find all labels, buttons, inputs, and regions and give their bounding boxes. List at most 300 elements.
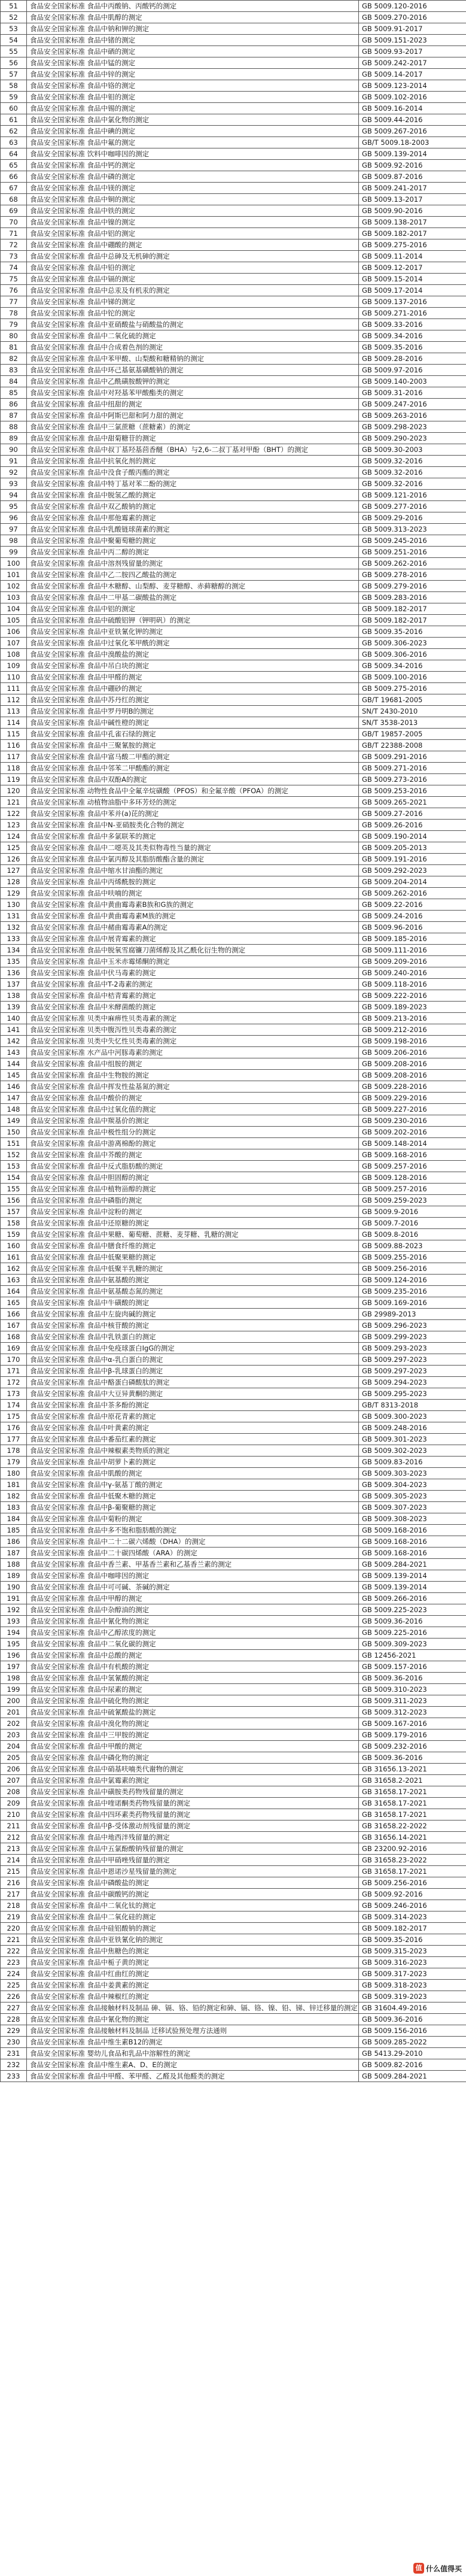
standard-code: GB 5009.96-2016 <box>359 922 466 933</box>
table-row <box>1 808 466 820</box>
table-row <box>1 103 466 114</box>
table-row <box>1 831 466 842</box>
standard-code: GB 5009.230-2016 <box>359 1115 466 1127</box>
standard-code: GB 5009.273-2016 <box>359 774 466 785</box>
standard-title: 食品安全国家标准 食品中丙酸钠、丙酸钙的测定 <box>27 1 359 12</box>
row-number: 152 <box>1 1149 27 1161</box>
standard-code: GB 31658.2-2021 <box>359 1775 466 1786</box>
standard-code: GB 5009.151-2023 <box>359 35 466 46</box>
standard-title: 食品安全国家标准 食品中亚铁氰化钾的测定 <box>27 626 359 638</box>
table-row <box>1 285 466 296</box>
row-number: 106 <box>1 626 27 638</box>
row-number: 144 <box>1 1058 27 1070</box>
standard-code: GB 5009.179-2016 <box>359 1730 466 1741</box>
standard-title: 食品安全国家标准 食品中大豆异黄酮的测定 <box>27 1388 359 1400</box>
standard-title: 食品安全国家标准 食品中硒的测定 <box>27 46 359 57</box>
standard-title: 食品安全国家标准 食品中三甲胺的测定 <box>27 1730 359 1741</box>
table-row <box>1 1434 466 1445</box>
standard-title: 食品安全国家标准 食品中钠和钾的测定 <box>27 23 359 35</box>
standard-title: 食品安全国家标准 食品中甲硝唑残留量的测定 <box>27 1855 359 1866</box>
standard-code: GB 5009.100-2016 <box>359 672 466 683</box>
table-row <box>1 23 466 35</box>
standard-code: GB/T 8313-2018 <box>359 1400 466 1411</box>
standard-code: GB 31658.17-2021 <box>359 1786 466 1798</box>
standard-code: GB 5009.202-2016 <box>359 1127 466 1138</box>
standard-title: 食品安全国家标准 食品接触材料及制品 迁移试验预处理方法通则 <box>27 2025 359 2037</box>
standard-title: 食品安全国家标准 食品中黄曲霉毒素B族和G族的测定 <box>27 899 359 911</box>
table-row <box>1 2071 466 2082</box>
table-row <box>1 114 466 126</box>
standard-title: 食品安全国家标准 食品中铊的测定 <box>27 308 359 319</box>
standard-code: GB 5009.137-2016 <box>359 296 466 308</box>
standard-title: 食品安全国家标准 食品中双乙酸钠的测定 <box>27 501 359 512</box>
row-number: 142 <box>1 1036 27 1047</box>
standard-code: GB 5009.307-2023 <box>359 1502 466 1513</box>
standard-code: GB 31658.17-2021 <box>359 1866 466 1877</box>
standard-code: GB 5009.279-2016 <box>359 581 466 592</box>
table-row <box>1 1 466 12</box>
standard-code: GB 12456-2021 <box>359 1650 466 1661</box>
row-number: 138 <box>1 990 27 1002</box>
standard-code: GB 5009.208-2016 <box>359 1058 466 1070</box>
row-number: 167 <box>1 1320 27 1331</box>
standard-title: 食品安全国家标准 食品中酪蛋白磷酸肽的测定 <box>27 1377 359 1388</box>
standard-code: GB 5009.310-2023 <box>359 1684 466 1695</box>
standard-title: 食品安全国家标准 食品中左旋肉碱的测定 <box>27 1309 359 1320</box>
row-number: 151 <box>1 1138 27 1149</box>
row-number: 229 <box>1 2025 27 2037</box>
row-number: 131 <box>1 911 27 922</box>
standard-title: 食品安全国家标准 食品中锡的测定 <box>27 103 359 114</box>
table-row <box>1 740 466 751</box>
standard-code: GB 5009.123-2014 <box>359 80 466 92</box>
standard-code: GB 5009.27-2016 <box>359 808 466 820</box>
standard-title: 食品安全国家标准 婴幼儿食品和乳品中溶解性的测定 <box>27 2048 359 2059</box>
standard-code: GB 5009.277-2016 <box>359 501 466 512</box>
row-number: 137 <box>1 979 27 990</box>
table-row <box>1 1809 466 1821</box>
table-row <box>1 308 466 319</box>
row-number: 158 <box>1 1218 27 1229</box>
standard-title: 食品安全国家标准 食品中氰化物的测定 <box>27 1616 359 1627</box>
standard-code: GB 5009.225-2016 <box>359 1627 466 1639</box>
row-number: 171 <box>1 1366 27 1377</box>
row-number: 178 <box>1 1445 27 1457</box>
standard-title: 食品安全国家标准 食品中β-乳球蛋白的测定 <box>27 1366 359 1377</box>
standard-title: 食品安全国家标准 食品中四环素类药物残留量的测定 <box>27 1809 359 1821</box>
table-row <box>1 1081 466 1093</box>
table-row <box>1 183 466 194</box>
table-row <box>1 1024 466 1036</box>
row-number: 221 <box>1 1934 27 1946</box>
row-number: 207 <box>1 1775 27 1786</box>
standard-code: GB 5009.253-2016 <box>359 785 466 797</box>
standard-title: 食品安全国家标准 食品中过氧化苯甲酰的测定 <box>27 638 359 649</box>
row-number: 93 <box>1 478 27 490</box>
standard-title: 食品安全国家标准 食品中脱氧雪腐镰刀菌烯醇及其乙酰化衍生物的测定 <box>27 945 359 956</box>
row-number: 182 <box>1 1491 27 1502</box>
table-row <box>1 1047 466 1058</box>
standard-code: GB 5009.139-2014 <box>359 1570 466 1582</box>
standard-code: GB 5009.240-2016 <box>359 967 466 979</box>
row-number: 180 <box>1 1468 27 1479</box>
table-row <box>1 1525 466 1536</box>
table-row <box>1 1866 466 1877</box>
table-row <box>1 1263 466 1275</box>
row-number: 122 <box>1 808 27 820</box>
standard-code: GB 5009.205-2013 <box>359 842 466 854</box>
row-number: 90 <box>1 444 27 456</box>
row-number: 191 <box>1 1593 27 1604</box>
standard-code: GB/T 19857-2005 <box>359 729 466 740</box>
standard-code: GB 5009.270-2016 <box>359 12 466 23</box>
table-row <box>1 1673 466 1684</box>
row-number: 117 <box>1 751 27 763</box>
row-number: 181 <box>1 1479 27 1491</box>
table-row <box>1 251 466 262</box>
standard-title: 食品安全国家标准 食品中乙酰磺胺酸钾的测定 <box>27 376 359 387</box>
row-number: 132 <box>1 922 27 933</box>
standard-title: 食品安全国家标准 食品中那他霉素的测定 <box>27 512 359 524</box>
standard-code: GB 5009.311-2023 <box>359 1695 466 1707</box>
row-number: 197 <box>1 1661 27 1673</box>
standard-title: 食品安全国家标准 食品中碘的测定 <box>27 126 359 137</box>
row-number: 92 <box>1 467 27 478</box>
row-number: 217 <box>1 1889 27 1900</box>
table-row <box>1 1240 466 1252</box>
standard-title: 食品安全国家标准 食品中氨基酸的测定 <box>27 1275 359 1286</box>
standard-title: 食品安全国家标准 食品中甲酸的测定 <box>27 1741 359 1752</box>
standard-code: GB 5009.182-2017 <box>359 228 466 239</box>
row-number: 215 <box>1 1866 27 1877</box>
row-number: 105 <box>1 615 27 626</box>
table-row <box>1 1468 466 1479</box>
standard-title: 食品安全国家标准 食品中缩水甘油酯的测定 <box>27 865 359 876</box>
table-row <box>1 376 466 387</box>
row-number: 115 <box>1 729 27 740</box>
standard-title: 食品安全国家标准 食品中二十碳四烯酸（ARA）的测定 <box>27 1548 359 1559</box>
standard-title: 食品安全国家标准 食品中丙二醇的测定 <box>27 547 359 558</box>
standard-title: 食品安全国家标准 食品中酸价的测定 <box>27 1093 359 1104</box>
row-number: 175 <box>1 1411 27 1422</box>
standard-title: 食品安全国家标准 食品中多不饱和脂肪酸的测定 <box>27 1525 359 1536</box>
row-number: 136 <box>1 967 27 979</box>
table-row <box>1 2059 466 2071</box>
table-row <box>1 1206 466 1218</box>
row-number: 130 <box>1 899 27 911</box>
standard-code: GB 5009.32-2016 <box>359 478 466 490</box>
standard-title: 食品安全国家标准 食品中磷脂的测定 <box>27 1195 359 1206</box>
table-row <box>1 342 466 353</box>
row-number: 157 <box>1 1206 27 1218</box>
table-row <box>1 1422 466 1434</box>
standard-code: GB 5009.262-2016 <box>359 558 466 569</box>
table-row <box>1 535 466 547</box>
standard-title: 食品安全国家标准 食品中三聚氰胺的测定 <box>27 740 359 751</box>
table-row <box>1 1070 466 1081</box>
table-row <box>1 1570 466 1582</box>
standard-code: GB 5009.297-2023 <box>359 1354 466 1366</box>
standard-title: 食品安全国家标准 食品中总汞及有机汞的测定 <box>27 285 359 296</box>
table-row <box>1 1832 466 1843</box>
table-row <box>1 649 466 660</box>
table-row <box>1 365 466 376</box>
table-row <box>1 1058 466 1070</box>
row-number: 118 <box>1 763 27 774</box>
standard-code: GB 5009.257-2016 <box>359 1184 466 1195</box>
standard-code: GB 5009.16-2014 <box>359 103 466 114</box>
table-row <box>1 763 466 774</box>
standard-title: 食品安全国家标准 食品中γ-氨基丁酸的测定 <box>27 1479 359 1491</box>
table-row <box>1 1104 466 1115</box>
standard-title: 食品安全国家标准 食品中极性组分的测定 <box>27 1127 359 1138</box>
row-number: 216 <box>1 1877 27 1889</box>
standard-title: 食品安全国家标准 食品中肌酸的测定 <box>27 1468 359 1479</box>
standard-title: 食品安全国家标准 食品中杂醇油的测定 <box>27 1604 359 1616</box>
row-number: 196 <box>1 1650 27 1661</box>
row-number: 199 <box>1 1684 27 1695</box>
row-number: 143 <box>1 1047 27 1058</box>
row-number: 177 <box>1 1434 27 1445</box>
table-row <box>1 1889 466 1900</box>
table-row <box>1 1354 466 1366</box>
standard-title: 食品安全国家标准 食品中总酸的测定 <box>27 1650 359 1661</box>
standard-code: GB 5009.313-2023 <box>359 524 466 535</box>
standard-code: GB 5009.139-2014 <box>359 1582 466 1593</box>
standard-title: 食品安全国家标准 饮料中咖啡因的测定 <box>27 148 359 160</box>
row-number: 85 <box>1 387 27 399</box>
standard-code: GB 5009.314-2023 <box>359 1911 466 1923</box>
standard-title: 食品安全国家标准 食品中锗的测定 <box>27 35 359 46</box>
standard-title: 食品安全国家标准 食品中锰的测定 <box>27 57 359 69</box>
table-row <box>1 1980 466 1991</box>
table-row <box>1 1161 466 1172</box>
row-number: 139 <box>1 1002 27 1013</box>
standard-code: GB 5009.275-2016 <box>359 683 466 694</box>
standard-title: 食品安全国家标准 食品中喹诺酮类药物残留量的测定 <box>27 1798 359 1809</box>
row-number: 192 <box>1 1604 27 1616</box>
table-row <box>1 990 466 1002</box>
table-row <box>1 2002 466 2014</box>
standard-title: 食品安全国家标准 食品中双酚A的测定 <box>27 774 359 785</box>
row-number: 156 <box>1 1195 27 1206</box>
standard-title: 食品安全国家标准 食品中伏马毒素的测定 <box>27 967 359 979</box>
standard-code: GB 5009.17-2014 <box>359 285 466 296</box>
standard-title: 食品安全国家标准 食品中α-乳白蛋白的测定 <box>27 1354 359 1366</box>
table-row <box>1 672 466 683</box>
table-row <box>1 1661 466 1673</box>
row-number: 222 <box>1 1946 27 1957</box>
standard-title: 食品安全国家标准 食品中焦糖色的测定 <box>27 1946 359 1957</box>
row-number: 67 <box>1 183 27 194</box>
row-number: 146 <box>1 1081 27 1093</box>
row-number: 97 <box>1 524 27 535</box>
row-number: 184 <box>1 1513 27 1525</box>
table-row <box>1 785 466 797</box>
row-number: 168 <box>1 1331 27 1343</box>
standard-code: GB 5009.36-2016 <box>359 1673 466 1684</box>
standard-title: 食品安全国家标准 食品中茶多酚的测定 <box>27 1400 359 1411</box>
table-row <box>1 1957 466 1968</box>
row-number: 109 <box>1 660 27 672</box>
standard-code: GB 5009.241-2017 <box>359 183 466 194</box>
standard-title: 食品安全国家标准 动物性食品中全氟辛烷磺酸（PFOS）和全氟辛酸（PFOA）的测定 <box>27 785 359 797</box>
row-number: 113 <box>1 706 27 717</box>
row-number: 225 <box>1 1980 27 1991</box>
watermark-mark: 值 <box>413 2563 424 2574</box>
standard-code: GB 31656.13-2021 <box>359 1764 466 1775</box>
standard-code: GB 5009.317-2023 <box>359 1968 466 1980</box>
row-number: 163 <box>1 1275 27 1286</box>
standard-title: 食品安全国家标准 食品中羰基价的测定 <box>27 1115 359 1127</box>
row-number: 71 <box>1 228 27 239</box>
standard-title: 食品安全国家标准 食品中阿斯巴甜和阿力甜的测定 <box>27 410 359 421</box>
standard-title: 食品安全国家标准 食品中抗氧化剂的测定 <box>27 456 359 467</box>
table-row <box>1 1479 466 1491</box>
standard-code: GB 5009.138-2017 <box>359 217 466 228</box>
table-row <box>1 774 466 785</box>
table-row <box>1 1127 466 1138</box>
standard-code: GB/T 19681-2005 <box>359 694 466 706</box>
table-row <box>1 433 466 444</box>
table-row <box>1 1286 466 1297</box>
standard-title: 食品安全国家标准 食品中硝基呋喃类代谢物的测定 <box>27 1764 359 1775</box>
table-row <box>1 490 466 501</box>
table-row <box>1 387 466 399</box>
table-row <box>1 1297 466 1309</box>
standard-title: 食品安全国家标准 食品中乙二胺四乙酸盐的测定 <box>27 569 359 581</box>
table-row <box>1 1582 466 1593</box>
standard-code: GB 5009.290-2023 <box>359 433 466 444</box>
standard-title: 食品安全国家标准 食品中纽甜的测定 <box>27 399 359 410</box>
standard-title: 食品安全国家标准 食品中N-亚硝胺类化合物的测定 <box>27 820 359 831</box>
row-number: 159 <box>1 1229 27 1240</box>
row-number: 121 <box>1 797 27 808</box>
standard-code: GB 5009.306-2016 <box>359 649 466 660</box>
row-number: 119 <box>1 774 27 785</box>
standard-title: 食品安全国家标准 食品中低聚半乳糖的测定 <box>27 1263 359 1275</box>
table-row <box>1 1650 466 1661</box>
standard-title: 食品安全国家标准 食品中氯丙醇及其脂肪酸酯含量的测定 <box>27 854 359 865</box>
standard-code: GB 5009.295-2023 <box>359 1388 466 1400</box>
row-number: 213 <box>1 1843 27 1855</box>
standard-code: GB 5009.242-2017 <box>359 57 466 69</box>
standard-code: GB 5009.12-2017 <box>359 262 466 274</box>
standard-title: 食品安全国家标准 食品中硼砂的测定 <box>27 683 359 694</box>
standard-code: GB 31658.23-2022 <box>359 1855 466 1866</box>
table-row <box>1 1786 466 1798</box>
row-number: 87 <box>1 410 27 421</box>
table-row <box>1 80 466 92</box>
row-number: 129 <box>1 888 27 899</box>
table-row <box>1 1445 466 1457</box>
row-number: 120 <box>1 785 27 797</box>
table-row <box>1 148 466 160</box>
row-number: 84 <box>1 376 27 387</box>
table-row <box>1 1877 466 1889</box>
table-row <box>1 1002 466 1013</box>
standard-title: 食品安全国家标准 食品中原花青素的测定 <box>27 1411 359 1422</box>
row-number: 52 <box>1 12 27 23</box>
table-row <box>1 2014 466 2025</box>
standard-code: GB 5009.235-2016 <box>359 1286 466 1297</box>
table-row <box>1 1491 466 1502</box>
table-row <box>1 296 466 308</box>
row-number: 208 <box>1 1786 27 1798</box>
standard-title: 食品安全国家标准 食品中五氯酚酸钠残留量的测定 <box>27 1843 359 1855</box>
table-row <box>1 660 466 672</box>
standard-title: 食品安全国家标准 食品中玉米赤霉烯酮的测定 <box>27 956 359 967</box>
standard-title: 食品安全国家标准 食品中赭曲霉毒素A的测定 <box>27 922 359 933</box>
table-row <box>1 1388 466 1400</box>
row-number: 201 <box>1 1707 27 1718</box>
standard-code: GB 5009.266-2016 <box>359 1593 466 1604</box>
standard-code: GB 5009.316-2023 <box>359 1957 466 1968</box>
table-row <box>1 1684 466 1695</box>
standard-title: 食品安全国家标准 食品中桔青霉素的测定 <box>27 990 359 1002</box>
standard-title: 食品安全国家标准 食品中氨基酸态氮的测定 <box>27 1286 359 1297</box>
row-number: 195 <box>1 1639 27 1650</box>
row-number: 73 <box>1 251 27 262</box>
standard-code: GB 5009.267-2016 <box>359 126 466 137</box>
table-row <box>1 456 466 467</box>
standard-code: GB 5009.229-2016 <box>359 1093 466 1104</box>
standard-title: 食品安全国家标准 食品中核苷酸的测定 <box>27 1320 359 1331</box>
standard-code: GB 5009.189-2023 <box>359 1002 466 1013</box>
standard-title: 食品安全国家标准 食品中β-葡聚糖的测定 <box>27 1502 359 1513</box>
table-row <box>1 911 466 922</box>
standard-title: 食品安全国家标准 食品中锑的测定 <box>27 296 359 308</box>
table-row <box>1 1707 466 1718</box>
standard-code: GB 5009.190-2014 <box>359 831 466 842</box>
standard-title: 食品安全国家标准 食品中多氯联苯的测定 <box>27 831 359 842</box>
table-row <box>1 171 466 183</box>
standard-code: GB 29989-2013 <box>359 1309 466 1320</box>
standard-title: 食品安全国家标准 食品中过氧化值的测定 <box>27 1104 359 1115</box>
table-row <box>1 46 466 57</box>
row-number: 60 <box>1 103 27 114</box>
row-number: 54 <box>1 35 27 46</box>
table-row <box>1 1331 466 1343</box>
standard-title: 食品安全国家标准 食品中甲醛、苯甲醛、乙醛及其他醛类的测定 <box>27 2071 359 2082</box>
standard-code: GB 5009.168-2016 <box>359 1548 466 1559</box>
table-row <box>1 1968 466 1980</box>
standard-title: 食品安全国家标准 食品中β-受体激动剂残留量的测定 <box>27 1821 359 1832</box>
standard-code: GB 5009.318-2023 <box>359 1980 466 1991</box>
standard-title: 食品安全国家标准 食品中甜菊糖苷的测定 <box>27 433 359 444</box>
row-number: 218 <box>1 1900 27 1911</box>
row-number: 160 <box>1 1240 27 1252</box>
standard-title: 食品安全国家标准 食品中牛磺酸的测定 <box>27 1297 359 1309</box>
row-number: 145 <box>1 1070 27 1081</box>
table-row <box>1 194 466 205</box>
standard-title: 食品安全国家标准 食品中二氧化硫的测定 <box>27 330 359 342</box>
standard-code: GB 5009.29-2016 <box>359 512 466 524</box>
table-row <box>1 842 466 854</box>
table-row <box>1 1559 466 1570</box>
row-number: 58 <box>1 80 27 92</box>
row-number: 194 <box>1 1627 27 1639</box>
row-number: 155 <box>1 1184 27 1195</box>
standard-code: GB 5009.297-2023 <box>359 1366 466 1377</box>
standard-title: 食品安全国家标准 食品中总砷及无机砷的测定 <box>27 251 359 262</box>
standard-title: 食品安全国家标准 食品中氯霉素的测定 <box>27 1775 359 1786</box>
standard-code: GB 5009.32-2016 <box>359 467 466 478</box>
standard-title: 食品安全国家标准 食品中邻苯二甲酸酯的测定 <box>27 763 359 774</box>
row-number: 210 <box>1 1809 27 1821</box>
table-row <box>1 353 466 365</box>
standard-title: 食品安全国家标准 食品中硫化物的测定 <box>27 1695 359 1707</box>
